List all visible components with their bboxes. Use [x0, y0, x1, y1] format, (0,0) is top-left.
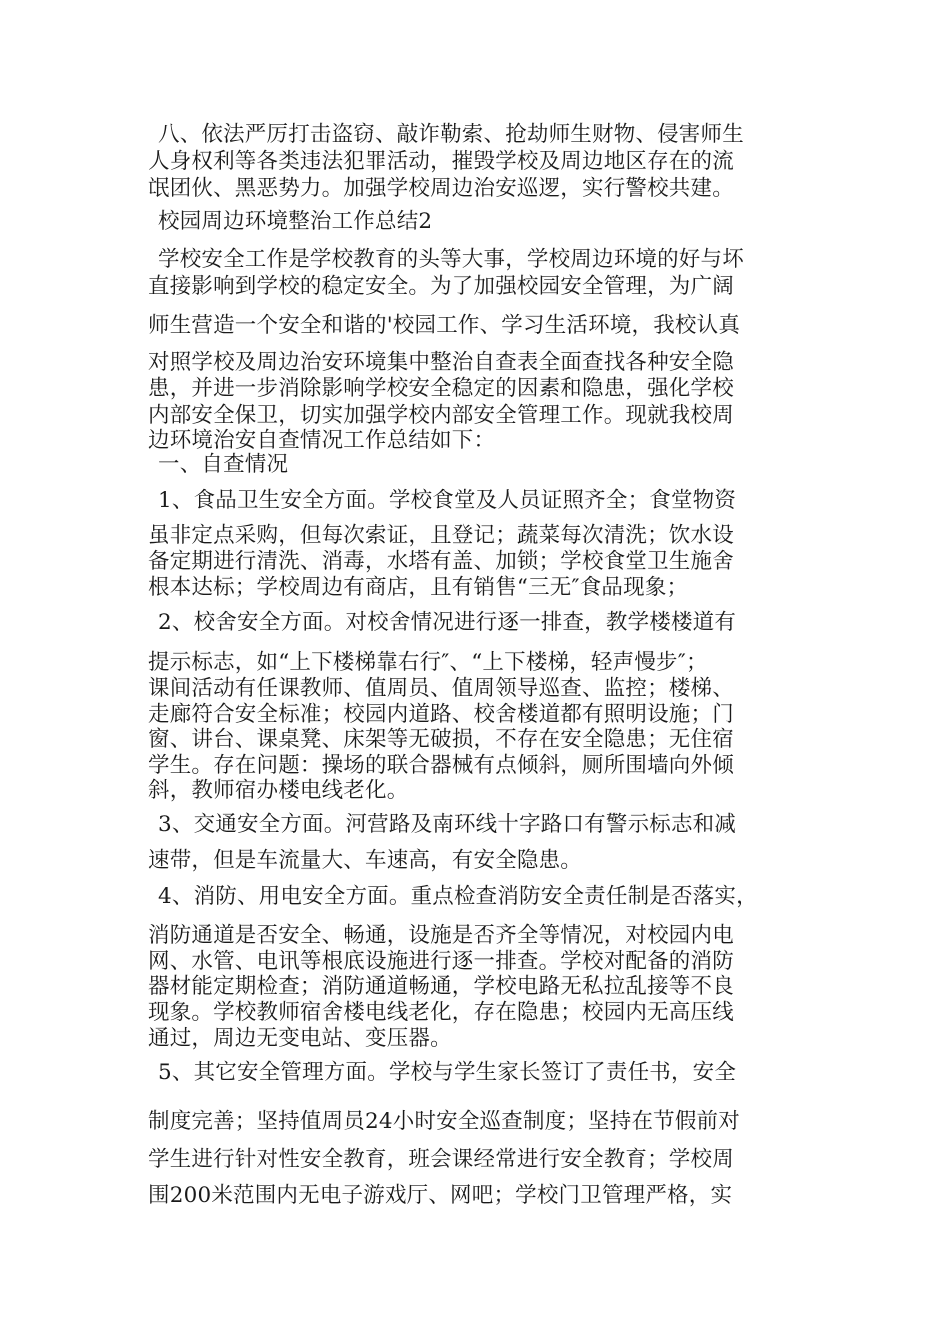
text-line: 5、其它安全管理方面。学校与学生家长签订了责任书，安全 — [158, 1060, 737, 1085]
text-line: 速带，但是车流量大、车速高，有安全隐患。 — [148, 848, 583, 873]
text-line: 根本达标；学校周边有商店，且有销售“三无″食品现象； — [148, 575, 689, 600]
text-line: 氓团伙、黑恶势力。加强学校周边治安巡逻，实行警校共建。 — [148, 176, 734, 201]
text-line: 1、食品卫生安全方面。学校食堂及人员证照齐全；食堂物资 — [158, 488, 737, 513]
text-line: 围200米范围内无电子游戏厅、网吧；学校门卫管理严格，实 — [148, 1183, 733, 1208]
text-line: 通过，周边无变电站、变压器。 — [148, 1026, 452, 1051]
text-line: 备定期进行清洗、消毒，水塔有盖、加锁；学校食堂卫生施舍 — [148, 549, 734, 574]
text-line: 患，并进一步消除影响学校安全稳定的因素和隐患，强化学校 — [148, 376, 734, 401]
text-line: 提示标志，如“上下楼梯靠右行″、“上下楼梯，轻声慢步″； — [148, 650, 708, 675]
text-line: 直接影响到学校的稳定安全。为了加强校园安全管理，为广阔 — [148, 274, 734, 299]
text-line: 虽非定点采购，但每次索证，且登记；蔬菜每次清洗；饮水设 — [148, 523, 734, 548]
text-line: 消防通道是否安全、畅通，设施是否齐全等情况，对校园内电 — [148, 923, 734, 948]
text-line: 现象。学校教师宿舍楼电线老化，存在隐患；校园内无高压线 — [148, 1000, 734, 1025]
text-line: 2、校舍安全方面。对校舍情况进行逐一排查，教学楼楼道有 — [158, 610, 737, 635]
text-line: 课间活动有任课教师、值周员、值周领导巡查、监控；楼梯、 — [148, 676, 734, 701]
text-line: 边环境治安自查情况工作总结如下： — [148, 428, 496, 453]
text-line: 窗、讲台、课桌凳、床架等无破损，不存在安全隐患；无住宿 — [148, 727, 734, 752]
text-line: 师生营造一个安全和谐的'校园工作、学习生活环境，我校认真 — [148, 313, 741, 338]
text-line: 学生进行针对性安全教育，班会课经常进行安全教育；学校周 — [148, 1147, 734, 1172]
text-line: 人身权利等各类违法犯罪活动，摧毁学校及周边地区存在的流 — [148, 149, 734, 174]
text-line: 学生。存在问题：操场的联合器械有点倾斜，厕所围墙向外倾 — [148, 753, 734, 778]
text-line: 对照学校及周边治安环境集中整治自查表全面查找各种安全隐 — [148, 350, 734, 375]
text-line: 八、依法严厉打击盗窃、敲诈勒索、抢劫师生财物、侵害师生 — [158, 122, 744, 147]
text-line: 校园周边环境整治工作总结2 — [158, 209, 433, 234]
text-line: 一、自查情况 — [158, 452, 289, 477]
text-line: 4、消防、用电安全方面。重点检查消防安全责任制是否落实， — [158, 884, 758, 909]
text-line: 内部安全保卫，切实加强学校内部安全管理工作。现就我校周 — [148, 403, 734, 428]
text-line: 网、水管、电讯等根底设施进行逐一排查。学校对配备的消防 — [148, 949, 734, 974]
text-line: 制度完善；坚持值周员24小时安全巡查制度；坚持在节假前对 — [148, 1109, 740, 1134]
text-line: 斜，教师宿办楼电线老化。 — [148, 778, 409, 803]
text-line: 器材能定期检查；消防通道畅通，学校电路无私拉乱接等不良 — [148, 974, 734, 999]
text-line: 学校安全工作是学校教育的头等大事，学校周边环境的好与坏 — [158, 247, 744, 272]
text-line: 3、交通安全方面。河营路及南环线十字路口有警示标志和减 — [158, 812, 737, 837]
text-line: 走廊符合安全标准；校园内道路、校舍楼道都有照明设施；门 — [148, 702, 734, 727]
